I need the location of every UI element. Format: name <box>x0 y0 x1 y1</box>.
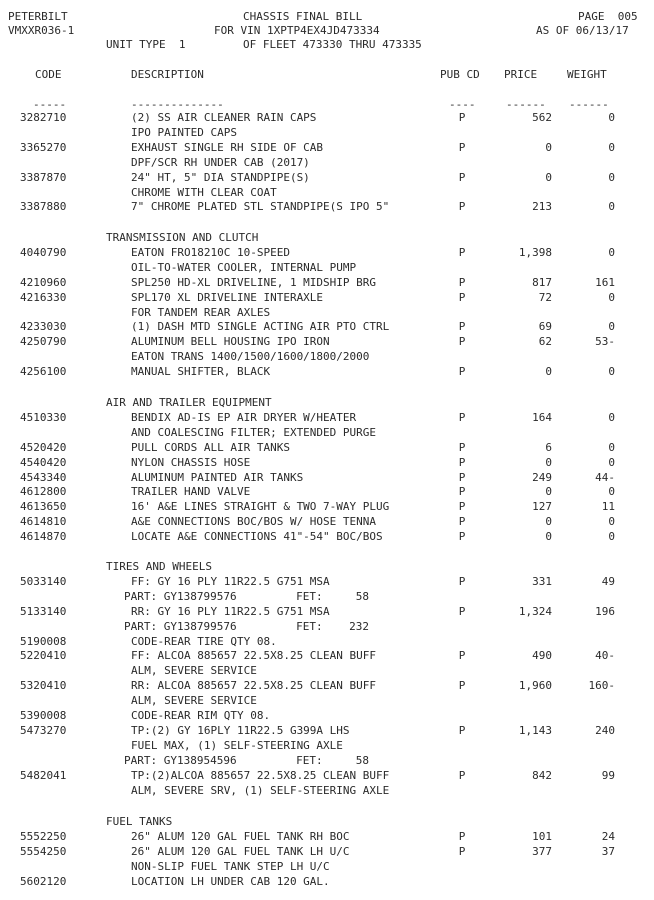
item-code: 3387870 <box>20 171 67 184</box>
item-code: 5554250 <box>20 845 67 858</box>
item-pub-cd: P <box>458 769 466 782</box>
item-weight: 0 <box>608 171 615 184</box>
item-price: 0 <box>545 456 552 469</box>
item-pub-cd: P <box>458 411 466 424</box>
col-weight-header: WEIGHT <box>567 68 607 81</box>
item-description: AND COALESCING FILTER; EXTENDED PURGE <box>131 426 377 439</box>
item-price: 1,960 <box>518 679 552 692</box>
item-description: OIL-TO-WATER COOLER, INTERNAL PUMP <box>131 261 357 274</box>
item-code: 3365270 <box>20 141 67 154</box>
item-code: 4614870 <box>20 530 67 543</box>
item-pub-cd: P <box>458 485 466 498</box>
item-code: 4510330 <box>20 411 67 424</box>
item-pub-cd: P <box>458 605 466 618</box>
item-weight: 11 <box>601 500 615 513</box>
item-description: TRAILER HAND VALVE <box>131 485 251 498</box>
col-weight-separator: ------ <box>569 98 609 111</box>
item-description: 26" ALUM 120 GAL FUEL TANK RH BOC <box>131 830 350 843</box>
item-weight: 0 <box>608 246 615 259</box>
item-code: 3387880 <box>20 200 67 213</box>
item-price: 101 <box>532 830 552 843</box>
item-price: 0 <box>545 530 552 543</box>
item-description: EATON TRANS 1400/1500/1600/1800/2000 <box>131 350 370 363</box>
item-description: DPF/SCR RH UNDER CAB (2017) <box>131 156 310 169</box>
item-pub-cd: P <box>458 335 466 348</box>
section-title: TIRES AND WHEELS <box>106 560 212 573</box>
item-weight: 0 <box>608 141 615 154</box>
item-price: 377 <box>532 845 552 858</box>
report-title: CHASSIS FINAL BILL <box>243 10 363 23</box>
item-description: BENDIX AD-IS EP AIR DRYER W/HEATER <box>131 411 357 424</box>
item-pub-cd: P <box>458 575 466 588</box>
item-weight: 24 <box>601 830 615 843</box>
item-description: 26" ALUM 120 GAL FUEL TANK LH U/C <box>131 845 350 858</box>
item-description: SPL250 HD-XL DRIVELINE, 1 MIDSHIP BRG <box>131 276 377 289</box>
section-title: FUEL TANKS <box>106 815 173 828</box>
item-description: LOCATE A&E CONNECTIONS 41"-54" BOC/BOS <box>131 530 383 543</box>
item-pub-cd: P <box>458 830 466 843</box>
item-code: 4612800 <box>20 485 67 498</box>
report-id: VMXXR036-1 <box>8 24 75 37</box>
item-price: 6 <box>545 441 552 454</box>
item-code: 5473270 <box>20 724 67 737</box>
item-weight: 240 <box>595 724 615 737</box>
item-pub-cd: P <box>458 246 466 259</box>
item-pub-cd: P <box>458 456 466 469</box>
item-price: 62 <box>538 335 552 348</box>
item-description: 16' A&E LINES STRAIGHT & TWO 7-WAY PLUG <box>131 500 390 513</box>
col-description-header: DESCRIPTION <box>131 68 204 81</box>
item-description: A&E CONNECTIONS BOC/BOS W/ HOSE TENNA <box>131 515 377 528</box>
item-pub-cd: P <box>458 141 466 154</box>
item-weight: 0 <box>608 456 615 469</box>
col-price-header: PRICE <box>504 68 538 81</box>
item-price: 213 <box>532 200 552 213</box>
item-description: ALUMINUM PAINTED AIR TANKS <box>131 471 304 484</box>
company-name: PETERBILT <box>8 10 68 23</box>
item-description: PART: GY138954596 FET: 58 <box>124 754 370 767</box>
item-price: 1,143 <box>518 724 552 737</box>
item-description: CODE-REAR RIM QTY 08. <box>131 709 271 722</box>
item-description: LOCATION LH UNDER CAB 120 GAL. <box>131 875 330 888</box>
item-description: PULL CORDS ALL AIR TANKS <box>131 441 290 454</box>
item-price: 331 <box>532 575 552 588</box>
item-description: EATON FRO18210C 10-SPEED <box>131 246 290 259</box>
item-weight: 0 <box>608 291 615 304</box>
item-price: 0 <box>545 141 552 154</box>
item-code: 4250790 <box>20 335 67 348</box>
item-code: 4040790 <box>20 246 67 259</box>
col-description-separator: -------------- <box>131 98 224 111</box>
item-code: 4256100 <box>20 365 67 378</box>
item-pub-cd: P <box>458 530 466 543</box>
col-code-separator: ----- <box>33 98 67 111</box>
item-description: PART: GY138799576 FET: 232 <box>124 620 370 633</box>
item-price: 0 <box>545 485 552 498</box>
item-code: 5390008 <box>20 709 67 722</box>
item-description: ALUMINUM BELL HOUSING IPO IRON <box>131 335 330 348</box>
item-pub-cd: P <box>458 291 466 304</box>
item-pub-cd: P <box>458 171 466 184</box>
item-description: EXHAUST SINGLE RH SIDE OF CAB <box>131 141 324 154</box>
item-description: ALM, SEVERE SERVICE <box>131 664 257 677</box>
item-weight: 53- <box>595 335 615 348</box>
item-weight: 0 <box>608 515 615 528</box>
item-code: 5190008 <box>20 635 67 648</box>
item-price: 164 <box>532 411 552 424</box>
col-price-separator: ------ <box>506 98 546 111</box>
item-code: 4613650 <box>20 500 67 513</box>
item-pub-cd: P <box>458 200 466 213</box>
as-of-date: AS OF 06/13/17 <box>536 24 629 37</box>
item-description: FUEL MAX, (1) SELF-STEERING AXLE <box>131 739 343 752</box>
item-price: 562 <box>532 111 552 124</box>
item-code: 5320410 <box>20 679 67 692</box>
item-price: 1,398 <box>518 246 552 259</box>
item-description: IPO PAINTED CAPS <box>131 126 237 139</box>
item-weight: 196 <box>595 605 615 618</box>
item-weight: 0 <box>608 111 615 124</box>
item-price: 817 <box>532 276 552 289</box>
item-code: 4233030 <box>20 320 67 333</box>
col-code-header: CODE <box>35 68 62 81</box>
item-price: 490 <box>532 649 552 662</box>
item-price: 0 <box>545 515 552 528</box>
item-code: 5482041 <box>20 769 67 782</box>
section-title: TRANSMISSION AND CLUTCH <box>106 231 259 244</box>
item-pub-cd: P <box>458 500 466 513</box>
item-description: RR: GY 16 PLY 11R22.5 G751 MSA <box>131 605 330 618</box>
item-weight: 0 <box>608 441 615 454</box>
item-code: 4210960 <box>20 276 67 289</box>
item-weight: 0 <box>608 530 615 543</box>
col-pubcd-separator: ---- <box>449 98 476 111</box>
item-weight: 0 <box>608 365 615 378</box>
unit-type: UNIT TYPE 1 <box>106 38 186 51</box>
item-pub-cd: P <box>458 679 466 692</box>
item-code: 5552250 <box>20 830 67 843</box>
item-code: 5602120 <box>20 875 67 888</box>
item-price: 0 <box>545 365 552 378</box>
item-code: 4540420 <box>20 456 67 469</box>
item-price: 69 <box>538 320 552 333</box>
item-description: RR: ALCOA 885657 22.5X8.25 CLEAN BUFF <box>131 679 377 692</box>
item-pub-cd: P <box>458 365 466 378</box>
item-description: CODE-REAR TIRE QTY 08. <box>131 635 277 648</box>
item-weight: 99 <box>601 769 615 782</box>
item-pub-cd: P <box>458 515 466 528</box>
item-pub-cd: P <box>458 471 466 484</box>
item-description: FF: GY 16 PLY 11R22.5 G751 MSA <box>131 575 330 588</box>
item-description: NON-SLIP FUEL TANK STEP LH U/C <box>131 860 330 873</box>
item-price: 842 <box>532 769 552 782</box>
item-description: TP:(2) GY 16PLY 11R22.5 G399A LHS <box>131 724 350 737</box>
item-weight: 49 <box>601 575 615 588</box>
item-code: 4543340 <box>20 471 67 484</box>
item-description: NYLON CHASSIS HOSE <box>131 456 251 469</box>
item-pub-cd: P <box>458 111 466 124</box>
item-pub-cd: P <box>458 441 466 454</box>
item-weight: 0 <box>608 411 615 424</box>
item-description: SPL170 XL DRIVELINE INTERAXLE <box>131 291 324 304</box>
item-price: 0 <box>545 171 552 184</box>
item-description: (1) DASH MTD SINGLE ACTING AIR PTO CTRL <box>131 320 390 333</box>
item-pub-cd: P <box>458 649 466 662</box>
fleet-range: OF FLEET 473330 THRU 473335 <box>243 38 422 51</box>
item-description: 24" HT, 5" DIA STANDPIPE(S) <box>131 171 310 184</box>
section-title: AIR AND TRAILER EQUIPMENT <box>106 396 272 409</box>
item-weight: 160- <box>588 679 615 692</box>
item-code: 4216330 <box>20 291 67 304</box>
item-description: FF: ALCOA 885657 22.5X8.25 CLEAN BUFF <box>131 649 377 662</box>
item-description: (2) SS AIR CLEANER RAIN CAPS <box>131 111 317 124</box>
item-description: TP:(2)ALCOA 885657 22.5X8.25 CLEAN BUFF <box>131 769 390 782</box>
item-weight: 44- <box>595 471 615 484</box>
item-pub-cd: P <box>458 845 466 858</box>
page-number: PAGE 005 <box>578 10 638 23</box>
item-pub-cd: P <box>458 276 466 289</box>
item-weight: 0 <box>608 200 615 213</box>
vin-line: FOR VIN 1XPTP4EX4JD473334 <box>214 24 380 37</box>
item-description: FOR TANDEM REAR AXLES <box>131 306 271 319</box>
item-code: 3282710 <box>20 111 67 124</box>
item-pub-cd: P <box>458 724 466 737</box>
item-description: CHROME WITH CLEAR COAT <box>131 186 277 199</box>
item-weight: 161 <box>595 276 615 289</box>
item-description: MANUAL SHIFTER, BLACK <box>131 365 271 378</box>
item-description: ALM, SEVERE SERVICE <box>131 694 257 707</box>
item-weight: 40- <box>595 649 615 662</box>
col-pubcd-header: PUB CD <box>440 68 480 81</box>
item-description: 7" CHROME PLATED STL STANDPIPE(S IPO 5" <box>131 200 390 213</box>
item-code: 5220410 <box>20 649 67 662</box>
item-code: 5133140 <box>20 605 67 618</box>
item-price: 249 <box>532 471 552 484</box>
item-weight: 0 <box>608 320 615 333</box>
item-weight: 37 <box>601 845 615 858</box>
item-description: ALM, SEVERE SRV, (1) SELF-STEERING AXLE <box>131 784 390 797</box>
item-price: 72 <box>538 291 552 304</box>
item-weight: 0 <box>608 485 615 498</box>
item-code: 5033140 <box>20 575 67 588</box>
item-description: PART: GY138799576 FET: 58 <box>124 590 370 603</box>
item-pub-cd: P <box>458 320 466 333</box>
item-code: 4520420 <box>20 441 67 454</box>
item-price: 1,324 <box>518 605 552 618</box>
item-price: 127 <box>532 500 552 513</box>
item-code: 4614810 <box>20 515 67 528</box>
